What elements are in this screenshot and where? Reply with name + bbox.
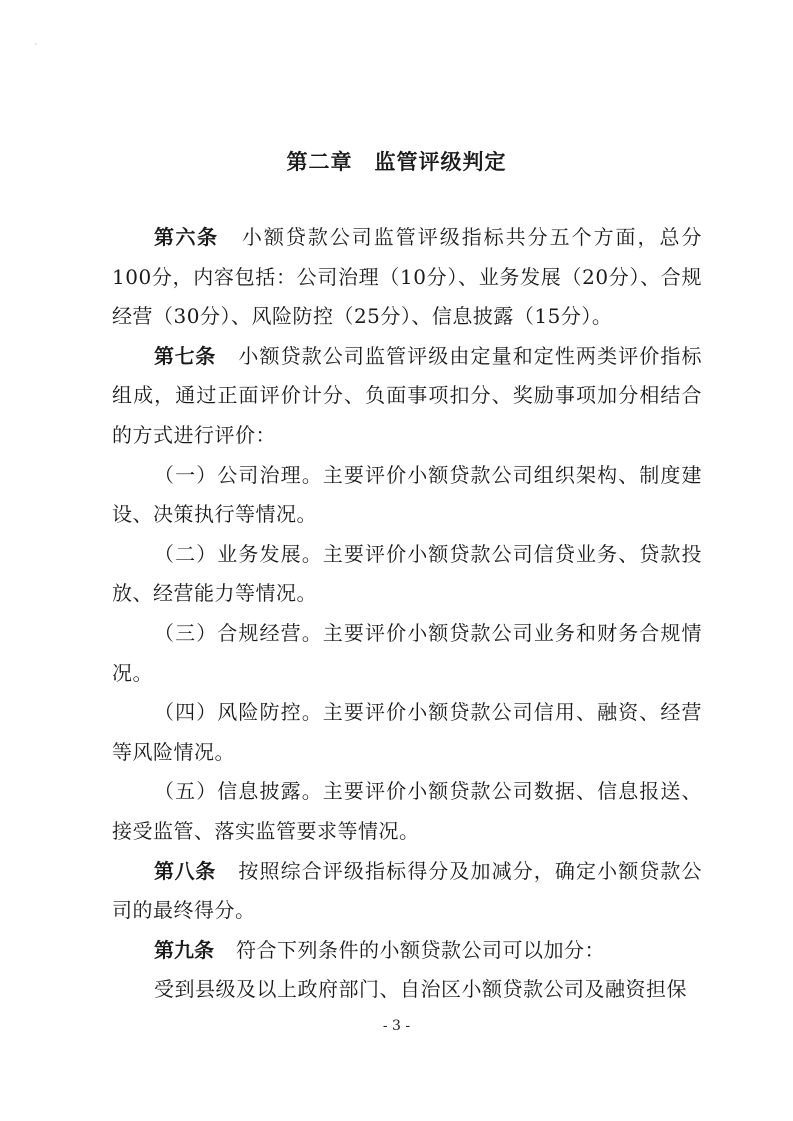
list-item-paragraph: （四）风险防控。主要评价小额贷款公司信用、融资、经营等风险情况。 [112,700,702,764]
article-paragraph [112,218,702,337]
article-text: 符合下列条件的小额贷款公司可以加分： [236,937,605,962]
article-label: 第六条 [154,225,219,249]
article-label: 第七条 [154,343,216,368]
page-number: - 3 - [382,1018,411,1034]
article-text: 小额贷款公司监管评级由定量和定性两类评价指标组成，通过正面评价计分、负面事项扣分、奖励事项加分相结合的方式进行评价： [112,343,703,447]
article-paragraph [112,931,702,971]
article-paragraph [112,337,702,456]
article-text: 按照综合评级指标得分及加减分，确定小额贷款公司的最终得分。 [112,858,703,923]
chapter-title: 第二章 监管评级判定 [286,150,507,174]
scan-speck-mark: ` [34,44,39,54]
article-label: 第八条 [154,858,216,883]
list-item-paragraph: （五）信息披露。主要评价小额贷款公司数据、信息报送、接受监管、落实监管要求等情况。 [112,779,702,843]
document-body [112,218,702,1010]
article-paragraph [112,852,702,931]
article-text: 小额贷款公司监管评级指标共分五个方面，总分100分，内容包括：公司治理（10分）、业务发展（20分）、合规经营（30分）、风险防控（25分）、信息披露（15分）。 [112,225,702,329]
list-item-paragraph: （三）合规经营。主要评价小额贷款公司业务和财务合规情况。 [112,620,702,685]
article-label: 第九条 [154,937,214,962]
list-item-paragraph: （一）公司治理。主要评价小额贷款公司组织架构、制度建设、决策执行等情况。 [112,462,702,527]
list-item-paragraph: （二）业务发展。主要评价小额贷款公司信贷业务、贷款投放、经营能力等情况。 [112,541,702,606]
continuation-paragraph: 受到县级及以上政府部门、自治区小额贷款公司及融资担保 [154,977,687,1002]
